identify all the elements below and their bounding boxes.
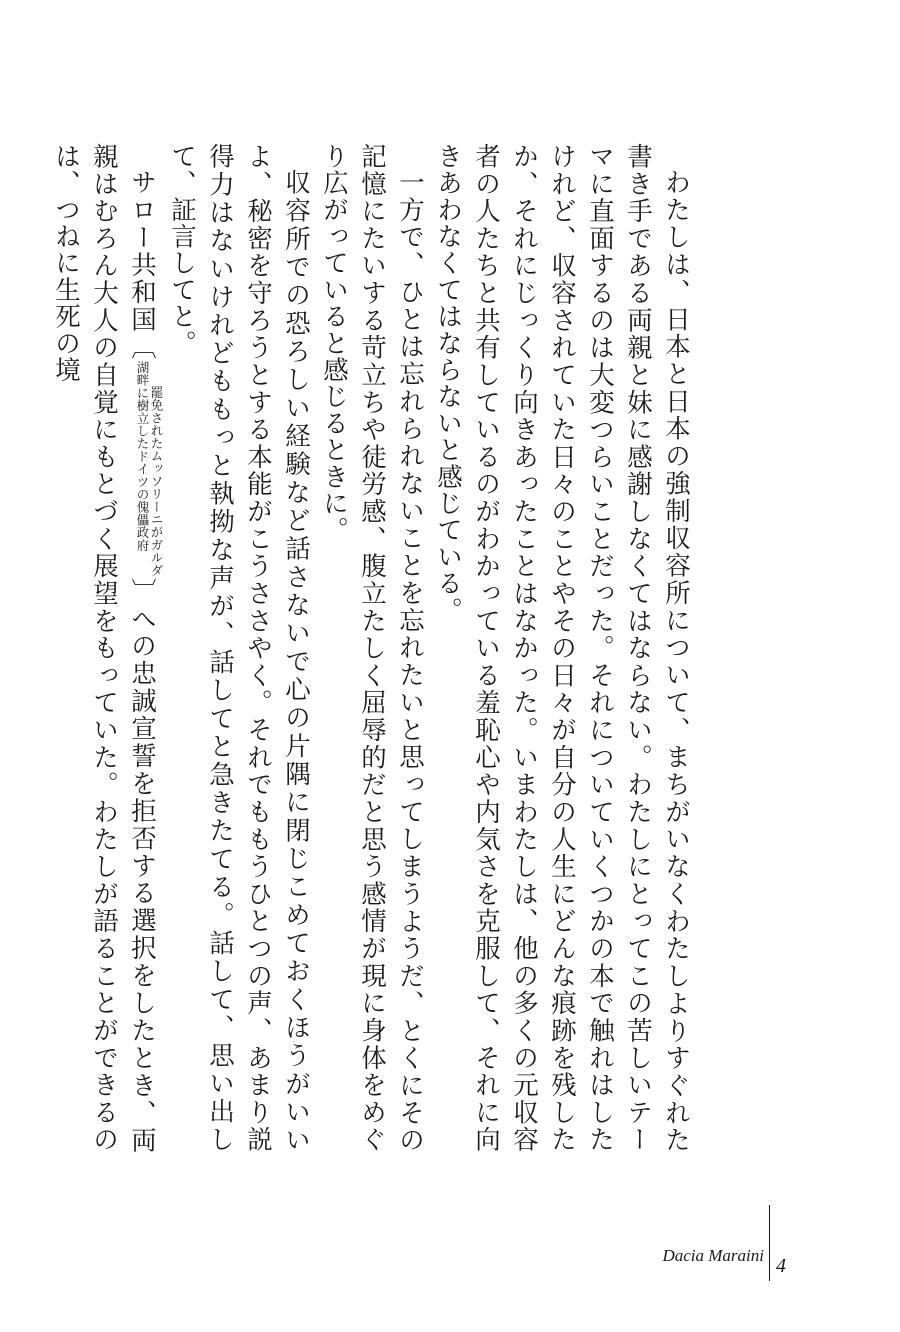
body-text — [47, 143, 695, 1153]
paragraph-4-lead: サロー共和国 — [127, 168, 157, 334]
paragraph-4-rest: への忠誠宣誓を拒否する選択をしたとき、両親はむろん大人の自覚にもとづく展望をもっていた。わたしが語ることができるのは、つねに生死の境 — [51, 143, 157, 1154]
inline-note-line-2: 湖畔に樹立したドイツの傀儡政府 — [135, 360, 150, 552]
footer-divider — [769, 1205, 770, 1281]
page-number: 4 — [776, 1255, 786, 1277]
inline-note — [135, 361, 163, 577]
running-author: Dacia Maraini — [662, 1246, 764, 1265]
inline-note-line-1: 罷免されたムッソリーニがガルダ — [149, 386, 164, 577]
note-close-bracket: 〕 — [127, 576, 157, 605]
note-open-bracket: 〔 — [127, 333, 157, 361]
paragraph-3: 収容所での恐ろしい経験など話さないで心の片隅に閉じこめておくほうがいいよ、秘密を守ろうとする本能がこうささやく。それでももうひとつの声、あまり説得力はないけれどももっと執拗な声が、話してと急きたてる。話して、思い出して、証言してと。 — [167, 143, 311, 1153]
paragraph-2: 一方で、ひとは忘れられないことを忘れたいと思ってしまうようだ、とくにその記憶にたいする苛立ちや徒労感、腹立たしく屈辱的だと思う感情が現に身体をめぐり広がっていると感じるときに。 — [319, 143, 425, 1153]
paragraph-4 — [47, 143, 163, 1153]
paragraph-1: わたしは、日本と日本の強制収容所について、まちがいなくわたしよりすぐれた書き手である両親と妹に感謝しなくてはならない。わたしにとってこの苦しいテーマに直面するのは大変つらいことだった。それについていくつかの本で触れはしたけれど、収容されていた日々のことやその日々が自分の人生にどんな痕跡を残したか、それにじっくり向きあったことはなかった。いまわたしは、他の多くの元収容者の人たちと共有しているのがわかっている羞恥心や内気さを克服して、それに向きあわなくてはならないと感じている。 — [433, 143, 691, 1153]
